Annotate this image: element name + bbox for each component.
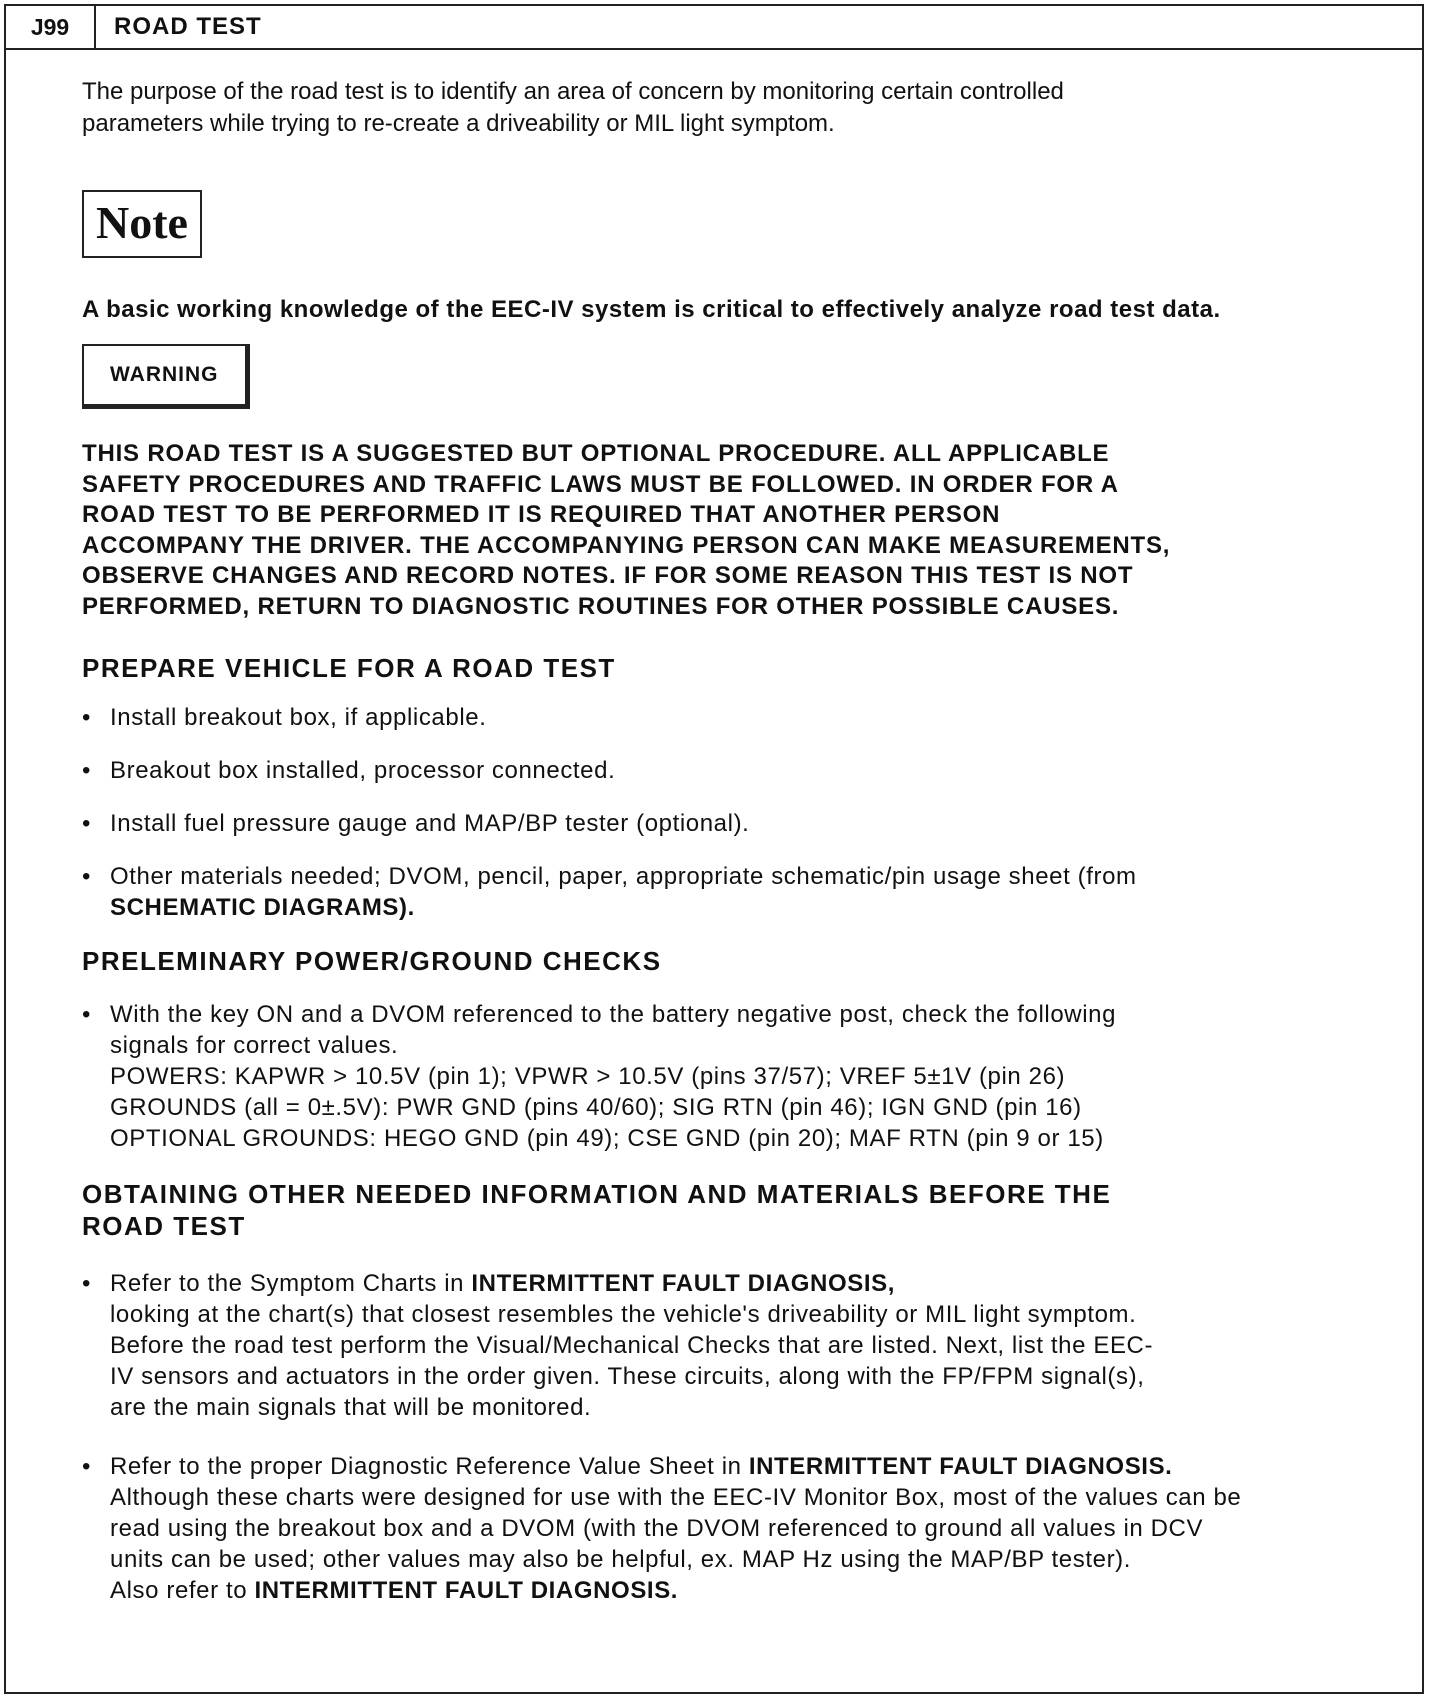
list-item-text: read using the breakout box and a DVOM (with the DVOM referenced to ground all values in DCV (110, 1515, 1204, 1542)
list-item (82, 755, 1312, 786)
list-item-text: With the key ON and a DVOM referenced to the battery negative post, check the following (110, 1001, 1117, 1028)
note-text: A basic working knowledge of the EEC-IV system is critical to effectively analyze road test data. (82, 296, 1221, 323)
bullet-icon: • (82, 704, 92, 731)
list-item (82, 808, 1312, 839)
warning-line: SAFETY PROCEDURES AND TRAFFIC LAWS MUST BE FOLLOWED. IN ORDER FOR A (82, 470, 1119, 498)
list-item-text: IV sensors and actuators in the order given. These circuits, along with the FP/FPM signal(s), (110, 1363, 1145, 1390)
section-heading-power-ground: PRELEMINARY POWER/GROUND CHECKS (82, 946, 662, 976)
list-item (82, 702, 1312, 733)
list-item-text: Other materials needed; DVOM, pencil, paper, appropriate schematic/pin usage sheet (from (110, 863, 1137, 890)
warning-line: THIS ROAD TEST IS A SUGGESTED BUT OPTIONAL PROCEDURE. ALL APPLICABLE (82, 440, 1110, 467)
bullet-icon: • (82, 757, 92, 784)
page-header (6, 6, 1422, 50)
page-content (82, 76, 1312, 1606)
optional-grounds-line: OPTIONAL GROUNDS: HEGO GND (pin 49); CSE GND (pin 20); MAF RTN (pin 9 or 15) (110, 1125, 1104, 1152)
list-item-text: are the main signals that will be monitored. (110, 1394, 592, 1421)
prepare-list (82, 702, 1312, 923)
list-item-text: Refer to the proper Diagnostic Reference Value Sheet in (110, 1453, 749, 1480)
list-item (82, 1268, 1312, 1423)
section-heading-prepare: PREPARE VEHICLE FOR A ROAD TEST (82, 653, 616, 683)
list-item (82, 1451, 1312, 1606)
page-title: ROAD TEST (114, 13, 262, 40)
document-page (4, 4, 1424, 1694)
grounds-line: GROUNDS (all = 0±.5V): PWR GND (pins 40/60); SIG RTN (pin 46); IGN GND (pin 16) (110, 1094, 1082, 1121)
powers-line: POWERS: KAPWR > 10.5V (pin 1); VPWR > 10.5V (pins 37/57); VREF 5±1V (pin 26) (110, 1063, 1066, 1090)
list-item (82, 861, 1312, 923)
warning-label: WARNING (82, 344, 250, 409)
bullet-icon: • (82, 1270, 92, 1297)
list-item-text: Refer to the Symptom Charts in (110, 1270, 472, 1297)
warning-text (82, 439, 1312, 622)
list-item-text: signals for correct values. (110, 1032, 399, 1059)
intro-line: parameters while trying to re-create a driveability or MIL light symptom. (82, 110, 835, 137)
list-item-bold-text: INTERMITTENT FAULT DIAGNOSIS, (471, 1270, 896, 1297)
list-item-text: Although these charts were designed for use with the EEC-IV Monitor Box, most of the values can be (110, 1484, 1242, 1511)
warning-line: OBSERVE CHANGES AND RECORD NOTES. IF FOR SOME REASON THIS TEST IS NOT (82, 562, 1134, 589)
list-item-text: Install fuel pressure gauge and MAP/BP tester (optional). (110, 810, 750, 837)
list-item-bold-text: INTERMITTENT FAULT DIAGNOSIS. (254, 1577, 679, 1604)
bullet-icon: • (82, 863, 92, 890)
heading-line: OBTAINING OTHER NEEDED INFORMATION AND MATERIALS BEFORE THE (82, 1179, 1112, 1209)
obtaining-list (82, 1268, 1312, 1606)
warning-line: ROAD TEST TO BE PERFORMED IT IS REQUIRED THAT ANOTHER PERSON (82, 501, 1001, 528)
bullet-icon: • (82, 1453, 92, 1480)
warning-line: ACCOMPANY THE DRIVER. THE ACCOMPANYING PERSON CAN MAKE MEASUREMENTS, (82, 531, 1171, 559)
heading-line: ROAD TEST (82, 1211, 246, 1241)
list-item (82, 999, 1312, 1154)
power-list (82, 999, 1312, 1154)
warning-line: PERFORMED, RETURN TO DIAGNOSTIC ROUTINES FOR OTHER POSSIBLE CAUSES. (82, 592, 1120, 620)
list-item-text: looking at the chart(s) that closest resembles the vehicle's driveability or MIL light symptom. (110, 1301, 1137, 1328)
list-item-bold-text: SCHEMATIC DIAGRAMS). (110, 894, 415, 921)
list-item-text: Install breakout box, if applicable. (110, 704, 487, 731)
list-item-text: units can be used; other values may also be helpful, ex. MAP Hz using the MAP/BP tester). (110, 1546, 1132, 1573)
list-item-text: Before the road test perform the Visual/Mechanical Checks that are listed. Next, list the EEC- (110, 1332, 1154, 1359)
intro-line: The purpose of the road test is to identify an area of concern by monitoring certain controlled (82, 78, 1064, 105)
list-item-text: Also refer to (110, 1577, 255, 1604)
list-item-text: Breakout box installed, processor connected. (110, 757, 616, 784)
bullet-icon: • (82, 1001, 92, 1028)
bullet-icon: • (82, 810, 92, 837)
section-code: J99 (6, 6, 96, 48)
list-item-bold-text: INTERMITTENT FAULT DIAGNOSIS. (748, 1453, 1173, 1480)
note-label: Note (82, 190, 202, 258)
section-heading-obtaining (82, 1178, 1312, 1242)
intro-paragraph (82, 76, 1312, 140)
